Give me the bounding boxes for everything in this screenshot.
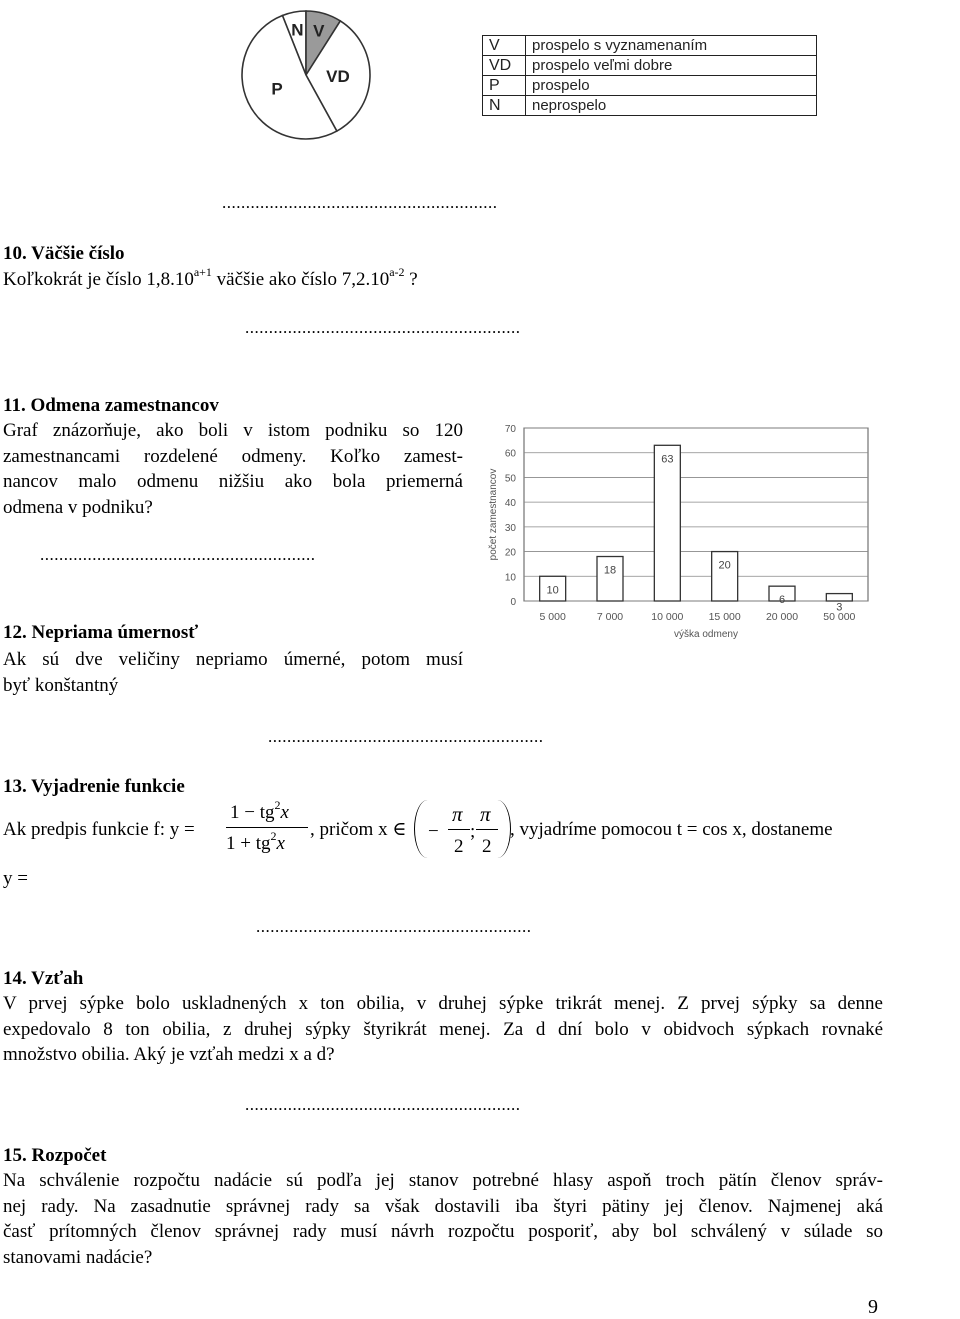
bar xyxy=(826,594,852,601)
q10-title: 10. Väčšie číslo xyxy=(3,243,125,264)
q13-denominator: $1 + tg^2x$ xyxy=(226,829,285,854)
q13-numerator: $1 - tg^2x$ xyxy=(230,798,289,823)
pie-label: P xyxy=(271,79,283,99)
pie-label: V xyxy=(313,21,325,41)
interval-pi-2: π xyxy=(480,802,491,826)
interval-pi-1: π xyxy=(452,802,463,826)
q13-title: 13. Vyjadrenie funkcie xyxy=(3,776,185,797)
q15-text xyxy=(3,1168,883,1270)
bar xyxy=(654,445,680,601)
q13-fraction-bar xyxy=(226,827,308,828)
q12-text xyxy=(3,647,463,698)
interval-bar-2 xyxy=(476,829,498,830)
q14-line: V prvej sýpke bolo uskladnených x ton obilia, v druhej sýpke trikrát menej. Z prvej sýpky sa denne xyxy=(3,993,883,1014)
x-tick-label: 50 000 xyxy=(823,611,856,623)
y-tick-label: 60 xyxy=(504,448,516,460)
pie-label: N xyxy=(291,20,304,40)
y-axis-label: počet zamestnancov xyxy=(488,468,499,561)
plot-frame xyxy=(524,428,868,601)
y-tick-label: 0 xyxy=(510,597,516,608)
x-tick-label: 20 000 xyxy=(765,611,799,623)
q14-line: množstvo obilia. Aký je vzťah medzi x a d? xyxy=(3,1044,335,1065)
interval-semicolon: ; xyxy=(470,821,476,842)
answer-line-q13: .......................................................... xyxy=(256,917,532,936)
bar xyxy=(597,557,623,601)
legend-text: prospelo s vyznamenaním xyxy=(526,36,817,56)
answer-line-q9: .......................................................... xyxy=(222,193,498,212)
bar-data-label: 6 xyxy=(778,594,786,607)
legend-code: P xyxy=(483,76,526,96)
pie-label: VD xyxy=(326,67,350,87)
page-number: 9 xyxy=(868,1296,878,1318)
y-tick-label: 10 xyxy=(504,572,516,584)
q13-prefix: Ak predpis funkcie f: y = xyxy=(3,819,195,840)
interval-minus: − xyxy=(428,821,439,842)
bar-data-label: 3 xyxy=(836,601,843,614)
left-paren xyxy=(414,800,429,858)
x-tick-label: 5 000 xyxy=(539,611,566,623)
answer-line-q14: .......................................................... xyxy=(245,1095,521,1114)
q11-line: odmena v podniku? xyxy=(3,496,153,518)
answer-line-q11: .......................................................... xyxy=(40,545,316,564)
q13-y-eq: y = xyxy=(3,868,28,889)
q11-line: zamestnancami rozdelené odmeny. Koľko zamest- xyxy=(3,445,463,467)
q15-line: Na schválenie rozpočtu nadácie sú podľa jej stanov potrebné hlasy aspoň troch pätín členov správ- xyxy=(3,1170,883,1191)
x-tick-label: 10 000 xyxy=(651,611,684,623)
legend-code: VD xyxy=(483,56,526,76)
x-tick-label: 15 000 xyxy=(708,611,741,623)
x-axis-label: výška odmeny xyxy=(674,629,738,640)
y-tick-label: 50 xyxy=(504,473,516,485)
legend-text: prospelo xyxy=(526,76,817,96)
interval-two-1: 2 xyxy=(454,836,464,857)
interval-two-2: 2 xyxy=(482,836,492,857)
legend-code: N xyxy=(483,96,526,116)
q15-title: 15. Rozpočet xyxy=(3,1145,107,1166)
interval-bar-1 xyxy=(448,829,470,830)
legend-row xyxy=(483,76,817,96)
pie-legend-table xyxy=(482,35,817,116)
q13-suffix: , vyjadríme pomocou t = cos x, dostaneme xyxy=(510,819,833,840)
q11-title: 11. Odmena zamestnancov xyxy=(3,395,219,416)
y-tick-label: 70 xyxy=(504,424,516,435)
q12-line: byť konštantný xyxy=(3,674,119,696)
x-tick-label: 7 000 xyxy=(596,611,624,623)
legend-row xyxy=(483,56,817,76)
answer-line-q10: .......................................................... xyxy=(245,318,521,337)
bar-data-label: 18 xyxy=(603,564,617,577)
q14-title: 14. Vzťah xyxy=(3,968,84,989)
y-tick-label: 30 xyxy=(504,522,516,534)
q14-line: expedovalo 8 ton obilia, z druhej sýpky štyrikrát menej. Za d dní bolo v obidvoch sýpkach rovnaké xyxy=(3,1018,883,1040)
q15-line: stanovami nadácie? xyxy=(3,1246,153,1268)
bar-chart xyxy=(484,416,874,646)
q13-mid: , pričom x ∈ xyxy=(310,819,407,840)
bar-data-label: 63 xyxy=(661,453,674,466)
q12-title: 12. Nepriama úmernosť xyxy=(3,622,199,643)
q15-line: časť prítomných členov správnej rady musí návrh rozpočtu posporiť, aby bol schválený v súlade so xyxy=(3,1221,883,1242)
q14-text xyxy=(3,991,883,1068)
q10-text: Koľkokrát je číslo $1,8.10^{a+1}$ väčšie ako číslo 7,2.10$^{a-2}$ ? xyxy=(3,265,418,290)
y-tick-label: 40 xyxy=(504,498,516,510)
bar-data-label: 10 xyxy=(546,584,559,597)
y-tick-label: 20 xyxy=(504,547,516,559)
legend-code: V xyxy=(483,36,526,56)
legend-text: prospelo veľmi dobre xyxy=(526,56,817,76)
legend-text: neprospelo xyxy=(526,96,817,116)
pie-chart xyxy=(236,0,376,140)
q11-text xyxy=(3,418,463,520)
legend-row xyxy=(483,96,817,116)
right-paren xyxy=(496,800,511,858)
legend-row xyxy=(483,36,817,56)
q13-fraction xyxy=(226,800,310,864)
bar-data-label: 20 xyxy=(718,559,731,572)
q15-line: nej rady. Na zasadnutie správnej rady sa však dostavili iba štyri pätiny jej členov. Najmenej aká xyxy=(3,1195,883,1217)
answer-line-q12: .......................................................... xyxy=(268,727,544,746)
q11-line: Graf znázorňuje, ako boli v istom podniku so 120 xyxy=(3,420,463,441)
q12-line: Ak sú dve veličiny nepriamo úmerné, potom musí xyxy=(3,649,463,670)
q11-line: nancov malo odmenu nižšiu ako bola priemerná xyxy=(3,471,463,492)
q13-interval xyxy=(414,798,510,864)
